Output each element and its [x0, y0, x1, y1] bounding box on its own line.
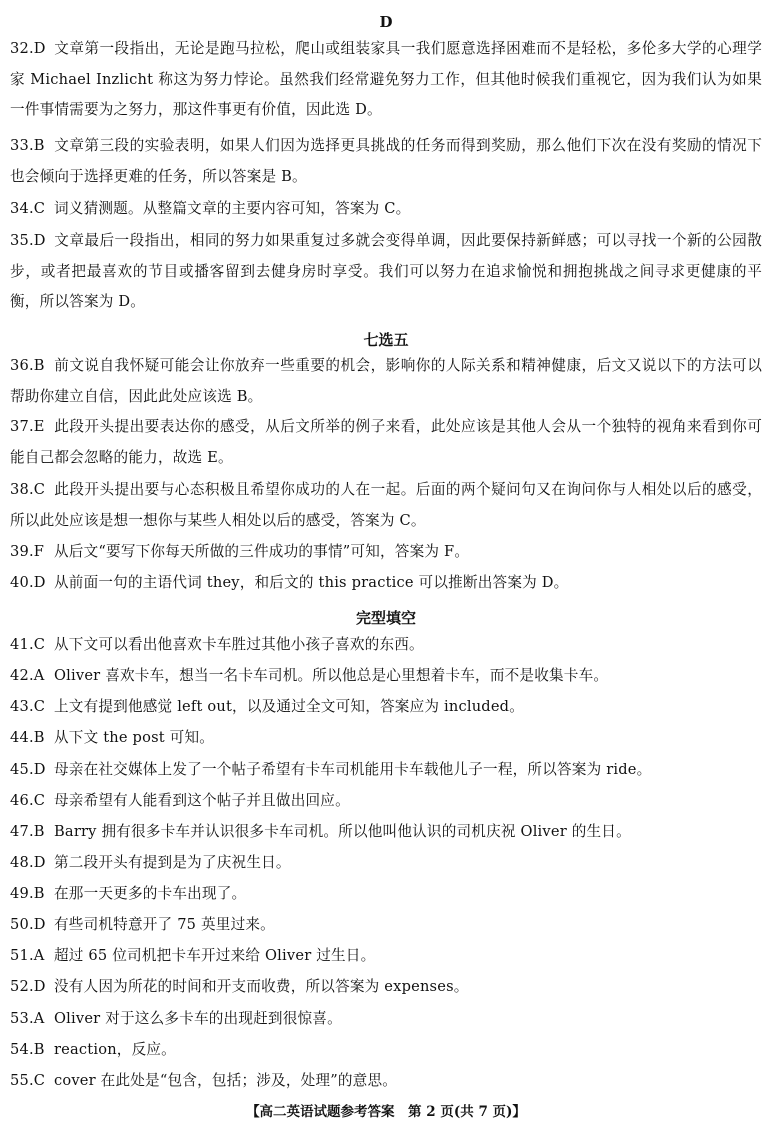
section-title-seven-choose-five: 七选五 [363, 331, 409, 349]
answer-item-34 [10, 194, 762, 225]
answer-explanation: Barry 拥有很多卡车并认识很多卡车司机。所以他叫他认识的司机庆祝 Oliver 的生日。 [54, 823, 631, 840]
answer-item-35 [10, 226, 762, 318]
answer-explanation: 文章最后一段指出，相同的努力如果重复过多就会变得单调，因此要保持新鲜感；可以寻找一个新的公园散步，或者把最喜欢的节目或播客留到去健身房时享受。我们可以努力在追求愉悦和拥抱挑战之间寻求更健康的平衡，所以答案为 D。 [10, 232, 762, 310]
section-title-cloze: 完型填空 [355, 609, 416, 627]
answer-item-46 [10, 786, 762, 817]
answer-item-44 [10, 723, 762, 754]
answer-item-54 [10, 1035, 762, 1066]
answer-item-42 [10, 661, 762, 692]
answer-item-48 [10, 848, 762, 879]
answer-number: 37.E [10, 418, 45, 435]
answer-explanation: 此段开头提出要表达你的感受，从后文所举的例子来看，此处应该是其他人会从一个独特的视角来看到你可能自己都会忽略的能力，故选 E。 [10, 418, 762, 466]
answer-number: 49.B [10, 885, 45, 902]
answer-item-52 [10, 972, 762, 1003]
answer-item-53 [10, 1004, 762, 1035]
answer-explanation: 超过 65 位司机把卡车开过来给 Oliver 过生日。 [54, 947, 376, 964]
answer-explanation: reaction，反应。 [54, 1041, 176, 1058]
answer-explanation: 从前面一句的主语代词 they，和后文的 this practice 可以推断出答案为 D。 [54, 574, 569, 591]
answer-explanation: 词义猜测题。从整篇文章的主要内容可知，答案为 C。 [54, 200, 411, 217]
page-footer: 【高二英语试题参考答案 第 2 页(共 7 页)】 [246, 1104, 526, 1120]
answer-explanation: 此段开头提出要与心态积极且希望你成功的人在一起。后面的两个疑问句又在询问你与人相处以后的感受，所以此处应该是想一想你与某些人相处以后的感受，答案为 C。 [10, 481, 762, 529]
answer-number: 55.C [10, 1072, 46, 1089]
answer-item-55 [10, 1066, 762, 1097]
answer-item-39 [10, 537, 762, 568]
section-title-reading-d: D [379, 13, 393, 31]
answer-number: 53.A [10, 1010, 45, 1027]
answer-number: 33.B [10, 137, 45, 154]
answer-number: 32.D [10, 40, 46, 57]
answer-explanation: 母亲在社交媒体上发了一个帖子希望有卡车司机能用卡车载他儿子一程，所以答案为 ride。 [54, 761, 652, 778]
answer-item-49 [10, 879, 762, 910]
answer-number: 34.C [10, 200, 46, 217]
answer-number: 48.D [10, 854, 46, 871]
answer-number: 44.B [10, 729, 45, 746]
answer-item-47 [10, 817, 762, 848]
answer-item-43 [10, 692, 762, 723]
answer-number: 54.B [10, 1041, 45, 1058]
answer-number: 42.A [10, 667, 45, 684]
answer-number: 50.D [10, 916, 46, 933]
answer-item-37 [10, 412, 762, 473]
answer-explanation: 文章第三段的实验表明，如果人们因为选择更具挑战的任务而得到奖励，那么他们下次在没有奖励的情况下也会倾向于选择更难的任务，所以答案是 B。 [10, 137, 762, 185]
answer-item-40 [10, 568, 762, 599]
answer-number: 51.A [10, 947, 45, 964]
answer-item-36 [10, 351, 762, 412]
answer-item-38 [10, 475, 762, 536]
answer-number: 45.D [10, 761, 46, 778]
answer-explanation: 文章第一段指出，无论是跑马拉松，爬山或组装家具一我们愿意选择困难而不是轻松，多伦多大学的心理学家 Michael Inzlicht 称这为努力悖论。虽然我们经常避免努力工作，但其他时候我们重视它，因为我们认为如果一件事情需要为之努力，那这件事更有价值，因此选 D。 [10, 40, 762, 118]
answer-explanation: Oliver 对于这么多卡车的出现赶到很惊喜。 [54, 1010, 342, 1027]
answer-item-51 [10, 941, 762, 972]
answer-explanation: 从后文“要写下你每天所做的三件成功的事情”可知，答案为 F。 [54, 543, 470, 560]
answer-explanation: 从下文可以看出他喜欢卡车胜过其他小孩子喜欢的东西。 [54, 636, 424, 653]
answer-number: 43.C [10, 698, 46, 715]
answer-item-33 [10, 131, 762, 192]
answer-number: 52.D [10, 978, 46, 995]
answer-number: 47.B [10, 823, 45, 840]
answer-number: 41.C [10, 636, 46, 653]
answer-explanation: 有些司机特意开了 75 英里过来。 [54, 916, 275, 933]
answer-explanation: 没有人因为所花的时间和开支而收费，所以答案为 expenses。 [54, 978, 469, 995]
answer-item-45 [10, 755, 762, 786]
answer-number: 38.C [10, 481, 46, 498]
answer-explanation: cover 在此处是“包含，包括；涉及，处理”的意思。 [54, 1072, 398, 1089]
answer-explanation: 前文说自我怀疑可能会让你放弃一些重要的机会，影响你的人际关系和精神健康，后文又说以下的方法可以帮助你建立自信，因此此处应该选 B。 [10, 357, 762, 405]
answer-explanation: 母亲希望有人能看到这个帖子并且做出回应。 [54, 792, 350, 809]
answer-number: 46.C [10, 792, 46, 809]
answer-explanation: 上文有提到他感觉 left out，以及通过全文可知，答案应为 included。 [54, 698, 525, 715]
answer-explanation: 在那一天更多的卡车出现了。 [54, 885, 247, 902]
answer-number: 36.B [10, 357, 45, 374]
answer-number: 35.D [10, 232, 46, 249]
answer-explanation: 第二段开头有提到是为了庆祝生日。 [54, 854, 291, 871]
answer-number: 39.F [10, 543, 45, 560]
answer-item-32 [10, 34, 762, 126]
answer-explanation: Oliver 喜欢卡车，想当一名卡车司机。所以他总是心里想着卡车，而不是收集卡车。 [54, 667, 609, 684]
answer-number: 40.D [10, 574, 46, 591]
answer-item-41 [10, 630, 762, 661]
answer-explanation: 从下文 the post 可知。 [54, 729, 215, 746]
answer-item-50 [10, 910, 762, 941]
